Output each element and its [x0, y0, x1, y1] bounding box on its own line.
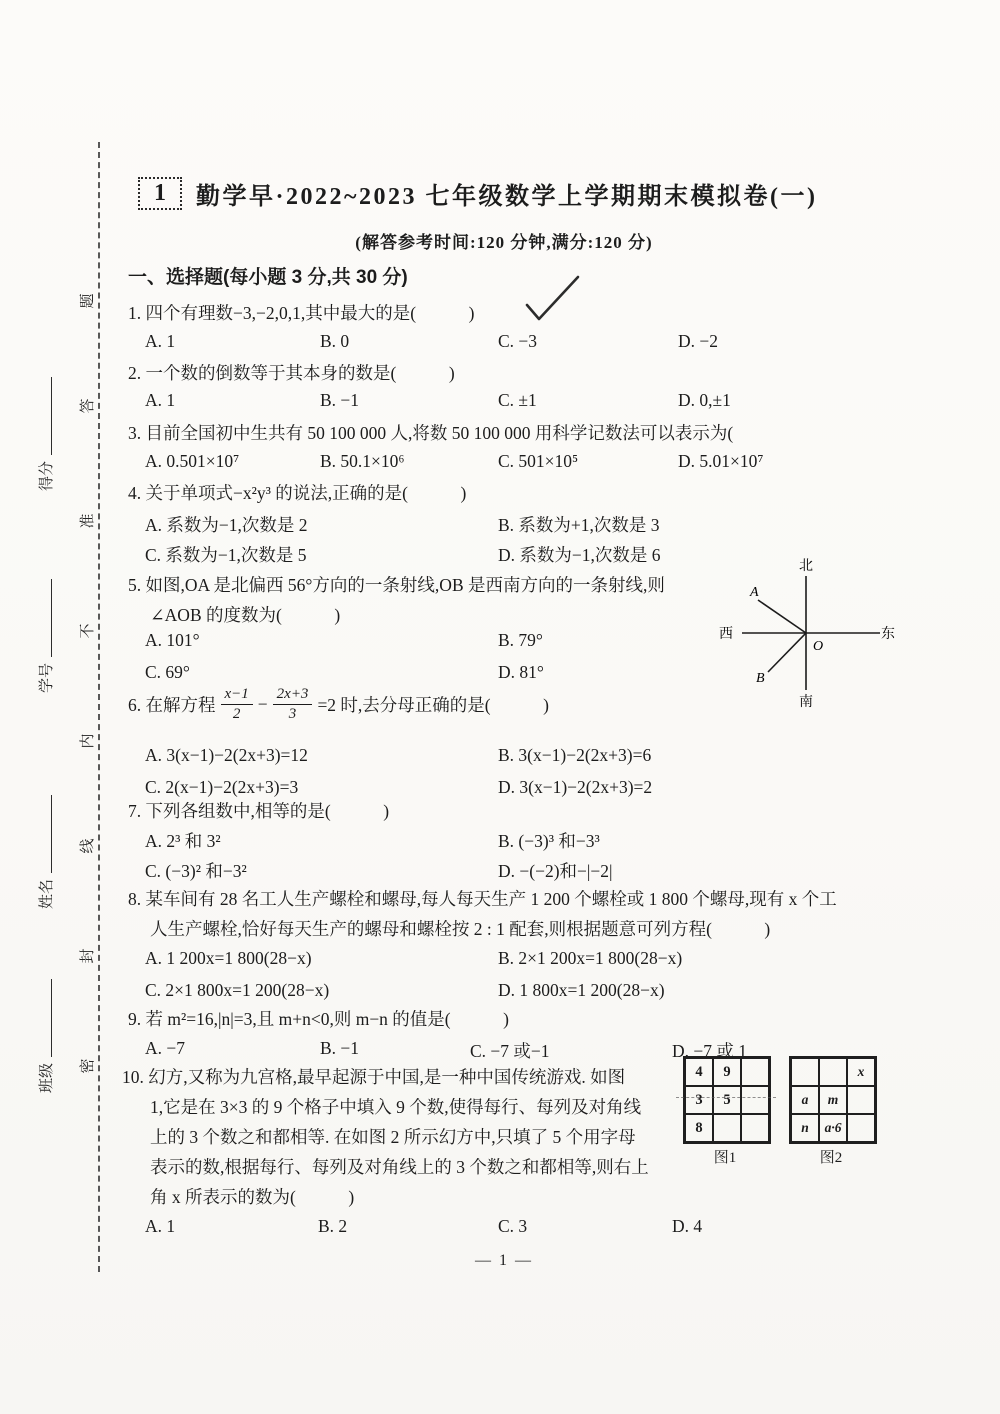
- question-2-option-a: A. 1: [145, 390, 176, 410]
- compass-north-label: 北: [799, 559, 813, 574]
- seal-char-nei: 内: [80, 733, 96, 749]
- student-id-field-blank-line: [50, 579, 52, 657]
- figure2-cell: a·6: [819, 1114, 847, 1142]
- score-field: [35, 377, 56, 491]
- handwritten-checkmark: [522, 274, 584, 324]
- figure1-cell: 5: [713, 1086, 741, 1114]
- seal-char-zhun: 准: [80, 513, 96, 529]
- magic-square-figure1: [683, 1056, 771, 1144]
- figure1-cell: 8: [685, 1114, 713, 1142]
- figure2-cell: [791, 1058, 819, 1086]
- figure2-cell: a: [791, 1086, 819, 1114]
- figure1-cell: [741, 1114, 769, 1142]
- question-3-stem: 3. 目前全国初中生共有 50 100 000 人,将数 50 100 000 用科学记数法可以表示为(: [128, 423, 734, 443]
- magic-square-figure2: [789, 1056, 877, 1144]
- question-1-option-a: A. 1: [145, 331, 176, 351]
- compass-figure: [712, 556, 897, 708]
- name-field-blank-line: [50, 795, 52, 873]
- question-3-option-c: C. 501×10⁵: [498, 451, 579, 471]
- question-6-option-b: B. 3(x−1)−2(2x+3)=6: [498, 745, 652, 765]
- compass-ray-a-label: A: [750, 585, 759, 600]
- figure2-caption: 图2: [819, 1150, 843, 1166]
- question-7-option-c: C. (−3)² 和−3²: [145, 861, 247, 881]
- question-10-option-c: C. 3: [498, 1216, 528, 1236]
- question-10-stem-line4: 表示的数,根据每行、每列及对角线上的 3 个数之和都相等,则右上: [150, 1157, 649, 1177]
- question-10-stem-line2: 1,它是在 3×3 的 9 个格子中填入 9 个数,使得每行、每列及对角线: [150, 1097, 642, 1117]
- question-6-fraction-1-denominator: 2: [232, 706, 241, 723]
- question-9-stem: 9. 若 m²=16,|n|=3,且 m+n<0,则 m−n 的值是( ): [128, 1009, 509, 1029]
- class-field-label: 班级: [39, 1062, 55, 1093]
- compass-east-label: 东: [881, 627, 895, 642]
- student-id-field-label: 学号: [39, 662, 55, 693]
- paper-subtitle: (解答参考时间:120 分钟,满分:120 分): [355, 233, 653, 252]
- question-5-option-c: C. 69°: [145, 662, 190, 682]
- score-field-blank-line: [50, 377, 52, 455]
- question-10-stem-line5: 角 x 所表示的数为( ): [150, 1187, 355, 1207]
- seal-char-mi: 密: [80, 1058, 96, 1074]
- figure1-cell: [713, 1114, 741, 1142]
- class-field: [35, 979, 56, 1093]
- seal-char-feng: 封: [80, 948, 96, 964]
- question-10-option-a: A. 1: [145, 1216, 176, 1236]
- question-1-stem: 1. 四个有理数−3,−2,0,1,其中最大的是( ): [128, 303, 475, 323]
- seal-char-bu: 不: [80, 623, 96, 639]
- question-7-option-d: D. −(−2)和−|−2|: [498, 861, 613, 881]
- question-7-option-b: B. (−3)³ 和−3³: [498, 831, 600, 851]
- question-5-option-d: D. 81°: [498, 662, 544, 682]
- question-5-stem-line2: ∠AOB 的度数为( ): [150, 605, 341, 625]
- seal-char-da: 答: [80, 398, 96, 414]
- question-10-stem-line3: 上的 3 个数之和都相等. 在如图 2 所示幻方中,只填了 5 个用字母: [150, 1127, 636, 1147]
- page-number: — 1 —: [475, 1252, 533, 1269]
- figure1-cell: [741, 1058, 769, 1086]
- question-10-option-d: D. 4: [672, 1216, 703, 1236]
- figure1-cell: 3: [685, 1086, 713, 1114]
- question-3-option-a: A. 0.501×10⁷: [145, 451, 240, 471]
- question-2-stem: 2. 一个数的倒数等于其本身的数是( ): [128, 363, 455, 383]
- figure2-cell: [819, 1058, 847, 1086]
- figure1-cell: 4: [685, 1058, 713, 1086]
- question-6-stem: [128, 686, 549, 724]
- compass-origin-label: O: [813, 639, 824, 654]
- question-6-minus-operator: −: [257, 694, 268, 715]
- question-8-option-b: B. 2×1 200x=1 800(28−x): [498, 948, 683, 968]
- question-8-stem-line1: 8. 某车间有 28 名工人生产螺栓和螺母,每人每天生产 1 200 个螺栓或 1 800 个螺母,现有 x 个工: [128, 889, 837, 909]
- question-8-stem-line2: 人生产螺栓,恰好每天生产的螺母和螺栓按 2 : 1 配套,则根据题意可列方程( ): [150, 919, 771, 939]
- figure2-cell: [847, 1114, 875, 1142]
- name-field: [35, 795, 56, 909]
- question-6-stem-prefix: 6. 在解方程: [128, 695, 216, 716]
- question-4-stem: 4. 关于单项式−x²y³ 的说法,正确的是( ): [128, 483, 467, 503]
- question-8-option-c: C. 2×1 800x=1 200(28−x): [145, 980, 330, 1000]
- question-5-stem-line1: 5. 如图,OA 是北偏西 56°方向的一条射线,OB 是西南方向的一条射线,则: [128, 575, 665, 595]
- question-7-stem: 7. 下列各组数中,相等的是( ): [128, 801, 390, 821]
- figure2-cell: n: [791, 1114, 819, 1142]
- score-field-label: 得分: [39, 460, 55, 491]
- question-6-fraction-1-numerator: x−1: [221, 686, 253, 705]
- student-id-field: [35, 579, 56, 693]
- question-6-fraction-2-denominator: 3: [288, 706, 297, 723]
- question-7-option-a: A. 2³ 和 3²: [145, 831, 221, 851]
- question-9-option-b: B. −1: [320, 1038, 360, 1058]
- question-4-option-a: A. 系数为−1,次数是 2: [145, 515, 308, 535]
- question-1-option-d: D. −2: [678, 331, 719, 351]
- question-4-option-d: D. 系数为−1,次数是 6: [498, 545, 661, 565]
- question-6-option-c: C. 2(x−1)−2(2x+3)=3: [145, 777, 299, 797]
- compass-ray-b-label: B: [756, 671, 765, 686]
- paper-title: 勤学早·2022~2023 七年级数学上学期期末模拟卷(一): [196, 184, 818, 210]
- paper-number-box: 1: [138, 177, 182, 210]
- question-6-option-d: D. 3(x−1)−2(2x+3)=2: [498, 777, 653, 797]
- compass-west-label: 西: [719, 627, 733, 642]
- question-8-option-d: D. 1 800x=1 200(28−x): [498, 980, 665, 1000]
- question-6-fraction-2: [273, 686, 313, 724]
- question-3-option-b: B. 50.1×10⁶: [320, 451, 405, 471]
- question-3-option-d: D. 5.01×10⁷: [678, 451, 764, 471]
- question-1-option-b: B. 0: [320, 331, 350, 351]
- figure2-cell: m: [819, 1086, 847, 1114]
- section-title: 一、选择题(每小题 3 分,共 30 分): [128, 267, 408, 288]
- question-9-option-a: A. −7: [145, 1038, 186, 1058]
- stray-pen-dash-marks: [676, 1097, 776, 1098]
- question-4-option-c: C. 系数为−1,次数是 5: [145, 545, 307, 565]
- compass-south-label: 南: [799, 695, 813, 708]
- question-4-option-b: B. 系数为+1,次数是 3: [498, 515, 660, 535]
- question-2-option-b: B. −1: [320, 390, 360, 410]
- question-6-fraction-1: [221, 686, 253, 724]
- class-field-blank-line: [50, 979, 52, 1057]
- seal-dashed-line: [98, 142, 100, 1272]
- question-2-option-c: C. ±1: [498, 390, 537, 410]
- seal-char-ti: 题: [80, 293, 96, 309]
- paper-header: [138, 176, 817, 211]
- question-9-option-c: C. −7 或−1: [470, 1041, 550, 1061]
- question-10-option-b: B. 2: [318, 1216, 348, 1236]
- question-2-option-d: D. 0,±1: [678, 390, 731, 410]
- question-6-option-a: A. 3(x−1)−2(2x+3)=12: [145, 745, 308, 765]
- name-field-label: 姓名: [39, 878, 55, 909]
- figure2-cell: [847, 1086, 875, 1114]
- question-5-option-b: B. 79°: [498, 630, 543, 650]
- seal-char-xian: 线: [80, 838, 96, 854]
- figure1-caption: 图1: [713, 1150, 737, 1166]
- figure1-cell: 9: [713, 1058, 741, 1086]
- question-6-stem-suffix: =2 时,去分母正确的是( ): [317, 695, 549, 716]
- figure1-cell: [741, 1086, 769, 1114]
- question-10-stem-line1: 10. 幻方,又称为九宫格,最早起源于中国,是一种中国传统游戏. 如图: [122, 1067, 626, 1087]
- question-5-option-a: A. 101°: [145, 630, 200, 650]
- figure2-cell: x: [847, 1058, 875, 1086]
- question-1-option-c: C. −3: [498, 331, 538, 351]
- question-6-fraction-2-numerator: 2x+3: [273, 686, 313, 705]
- question-9-option-d: D. −7 或 1: [672, 1041, 748, 1061]
- question-8-option-a: A. 1 200x=1 800(28−x): [145, 948, 312, 968]
